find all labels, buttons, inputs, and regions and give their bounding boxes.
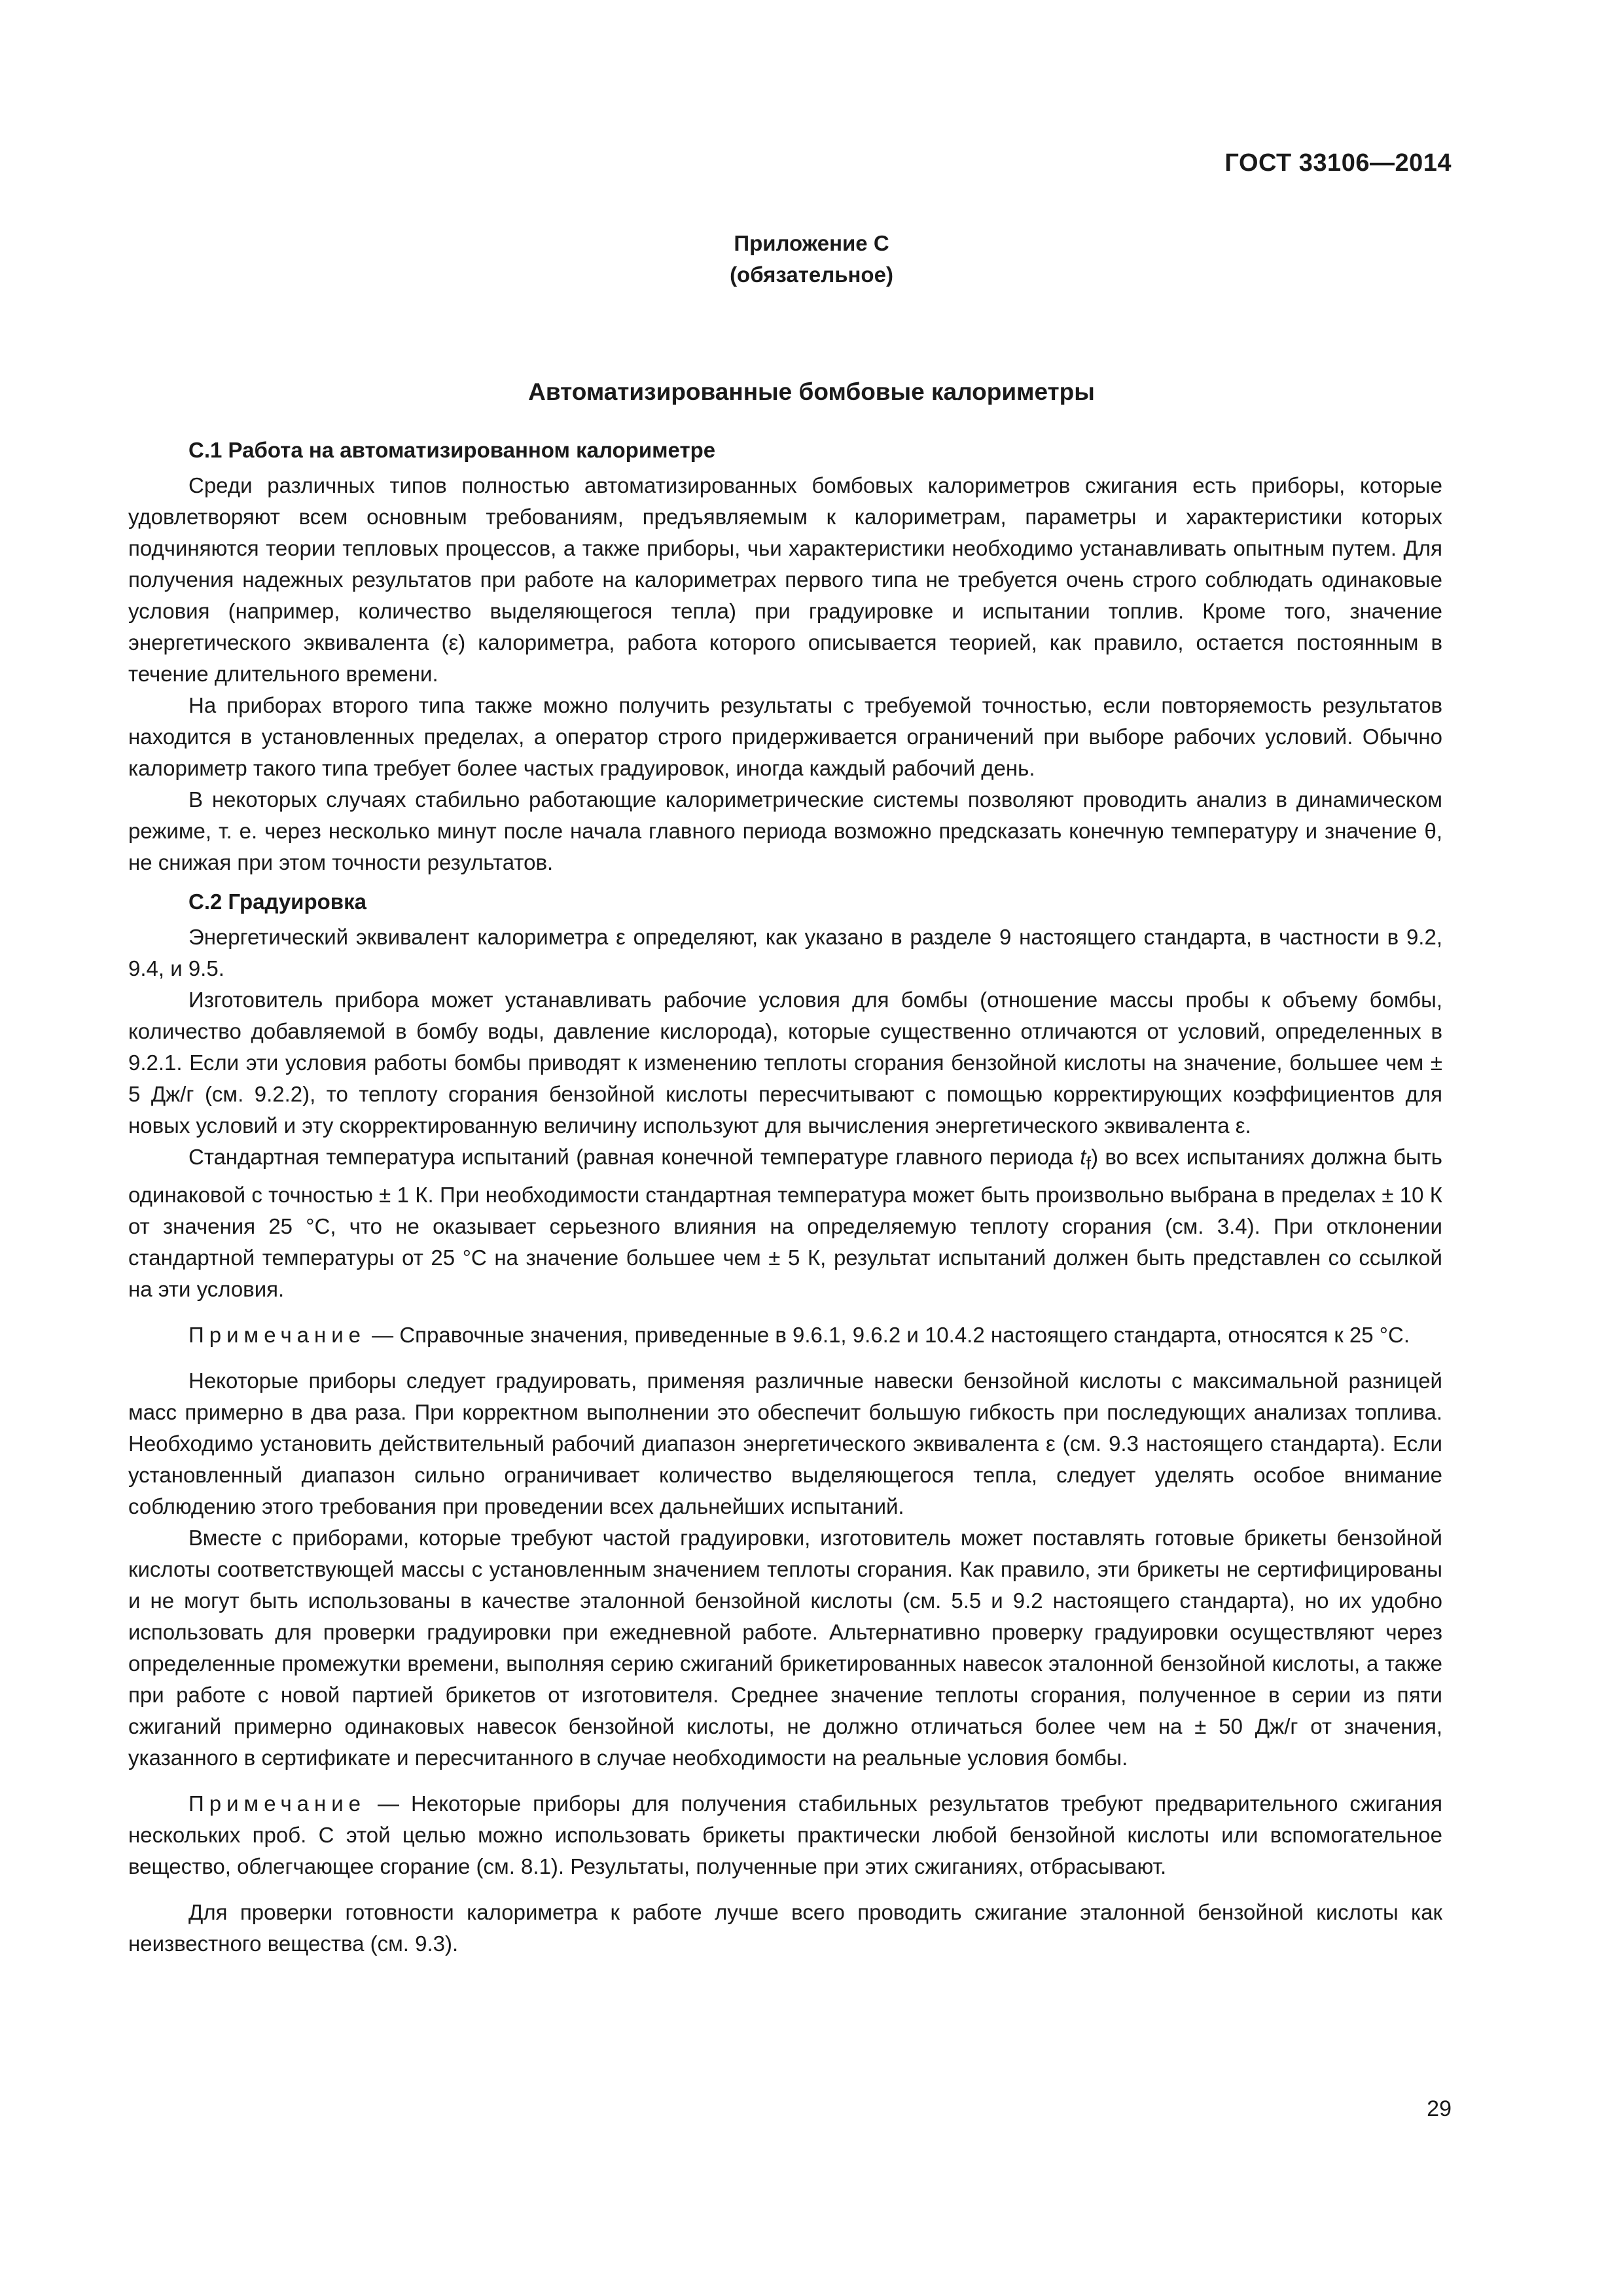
document-id: ГОСТ 33106—2014 bbox=[1224, 149, 1452, 177]
note bbox=[128, 1788, 1442, 1882]
document-body bbox=[128, 435, 1442, 1960]
variable-t: t bbox=[1080, 1145, 1086, 1169]
note-label: Примечание bbox=[188, 1322, 366, 1347]
paragraph: На приборах второго типа также можно получить результаты с требуемой точностью, если повторяемость результатов находится в установленных пределах, а оператор строго придерживается ограничений при выборе рабочих условий. Обычно калориметр такого типа требует более частых градуировок, иногда каждый рабочий день. bbox=[128, 693, 1442, 780]
section-heading-c1: С.1 Работа на автоматизированном калориметре bbox=[188, 438, 716, 462]
note bbox=[128, 1319, 1442, 1351]
note-text: — Некоторые приборы для получения стабильных результатов требуют предварительного сжигания нескольких проб. С этой целью можно использовать брикеты практически любой бензойной кислоты или вспомогательное вещество, облегчающее сгорание (см. 8.1). Результаты, полученные при этих сжиганиях, отбрасывают. bbox=[128, 1791, 1442, 1878]
paragraph: Для проверки готовности калориметра к работе лучше всего проводить сжигание эталонной бензойной кислоты как неизвестного вещества (см. 9.3). bbox=[128, 1899, 1442, 1956]
note-text: — Справочные значения, приведенные в 9.6.1, 9.6.2 и 10.4.2 настоящего стандарта, относятся к 25 °С. bbox=[366, 1322, 1410, 1347]
annex-header bbox=[0, 228, 1623, 291]
paragraph bbox=[128, 1141, 1442, 1305]
paragraph: Энергетический эквивалент калориметра ε определяют, как указано в разделе 9 настоящего стандарта, в частности в 9.2, 9.4, и 9.5. bbox=[128, 925, 1442, 980]
spacer bbox=[128, 878, 1442, 886]
annex-title: Автоматизированные бомбовые калориметры bbox=[528, 378, 1095, 405]
paragraph-text: ) во всех испытаниях должна быть одинаковой с точностью ± 1 К. При необходимости стандартная температура может быть произвольно выбрана в пределах ± 10 К от значения 25 °С, что не оказывает серьезного влияния на определяемую теплоту сгорания (см. 3.4). При отклонении стандартной температуры от 25 °С на значение большее чем ± 5 К, результат испытаний должен быть представлен со ссылкой на эти условия. bbox=[128, 1145, 1442, 1301]
paragraph-text: Стандартная температура испытаний (равная конечной температуре главного периода bbox=[188, 1145, 1080, 1169]
paragraph: Вместе с приборами, которые требуют частой градуировки, изготовитель может поставлять готовые брикеты бензойной кислоты соответствующей массы с установленным значением теплоты сгорания. Как правило, эти брикеты не сертифицированы и не могут быть использованы в качестве эталонной бензойной кислоты (см. 5.5 и 9.2 настоящего стандарта), но их удобно использовать для проверки градуировки при ежедневной работе. Альтернативно проверку градуировки осуществляют через определенные промежутки времени, выполняя серию сжиганий брикетированных навесок эталонной бензойной кислоты, а также при работе с новой партией брикетов от изготовителя. Среднее значение теплоты сгорания, полученное в серии из пяти сжиганий примерно одинаковых навесок бензойной кислоты, не должно отличаться более чем на ± 50 Дж/г от значения, указанного в сертификате и пересчитанного в случае необходимости на реальные условия бомбы. bbox=[128, 1525, 1442, 1770]
section-heading-c2: С.2 Градуировка bbox=[188, 889, 366, 914]
page-number: 29 bbox=[1427, 2096, 1452, 2121]
note-label: Примечание bbox=[188, 1791, 366, 1816]
paragraph: Некоторые приборы следует градуировать, применяя различные навески бензойной кислоты с максимальной разницей масс примерно в два раза. При корректном выполнении это обеспечит большую гибкость при последующих анализах топлива. Необходимо установить действительный рабочий диапазон энергетического эквивалента ε (см. 9.3 настоящего стандарта). Если установленный диапазон сильно ограничивает количество выделяющегося тепла, следует уделять особое внимание соблюдению этого требования при проведении всех дальнейших испытаний. bbox=[128, 1368, 1442, 1518]
paragraph: В некоторых случаях стабильно работающие калориметрические системы позволяют проводить анализ в динамическом режиме, т. е. через несколько минут после начала главного периода возможно предсказать конечную температуру и значение θ, не снижая при этом точности результатов. bbox=[128, 787, 1442, 874]
paragraph: Среди различных типов полностью автоматизированных бомбовых калориметров сжигания есть приборы, которые удовлетворяют всем основным требованиям, предъявляемым к калориметрам, параметры и характеристики которых подчиняются теории тепловых процессов, а также приборы, чьи характеристики необходимо устанавливать опытным путем. Для получения надежных результатов при работе на калориметрах первого типа не требуется очень строго соблюдать одинаковые условия (например, количество выделяющегося тепла) при градуировке и испытании топлив. Кроме того, значение энергетического эквивалента (ε) калориметра, работа которого описывается теорией, как правило, остается постоянным в течение длительного времени. bbox=[128, 473, 1442, 686]
variable-subscript: f bbox=[1086, 1153, 1092, 1174]
annex-label: Приложение С bbox=[734, 231, 889, 255]
annex-status: (обязательное) bbox=[730, 262, 893, 287]
paragraph: Изготовитель прибора может устанавливать рабочие условия для бомбы (отношение массы пробы к объему бомбы, количество добавляемой в бомбу воды, давление кислорода), которые существенно отличаются от условий, определенных в 9.2.1. Если эти условия работы бомбы приводят к изменению теплоты сгорания бензойной кислоты на значение, большее чем ± 5 Дж/г (см. 9.2.2), то теплоту сгорания бензойной кислоты пересчитывают с помощью корректирующих коэффициентов для новых условий и эту скорректированную величину используют для вычисления энергетического эквивалента ε. bbox=[128, 988, 1442, 1138]
